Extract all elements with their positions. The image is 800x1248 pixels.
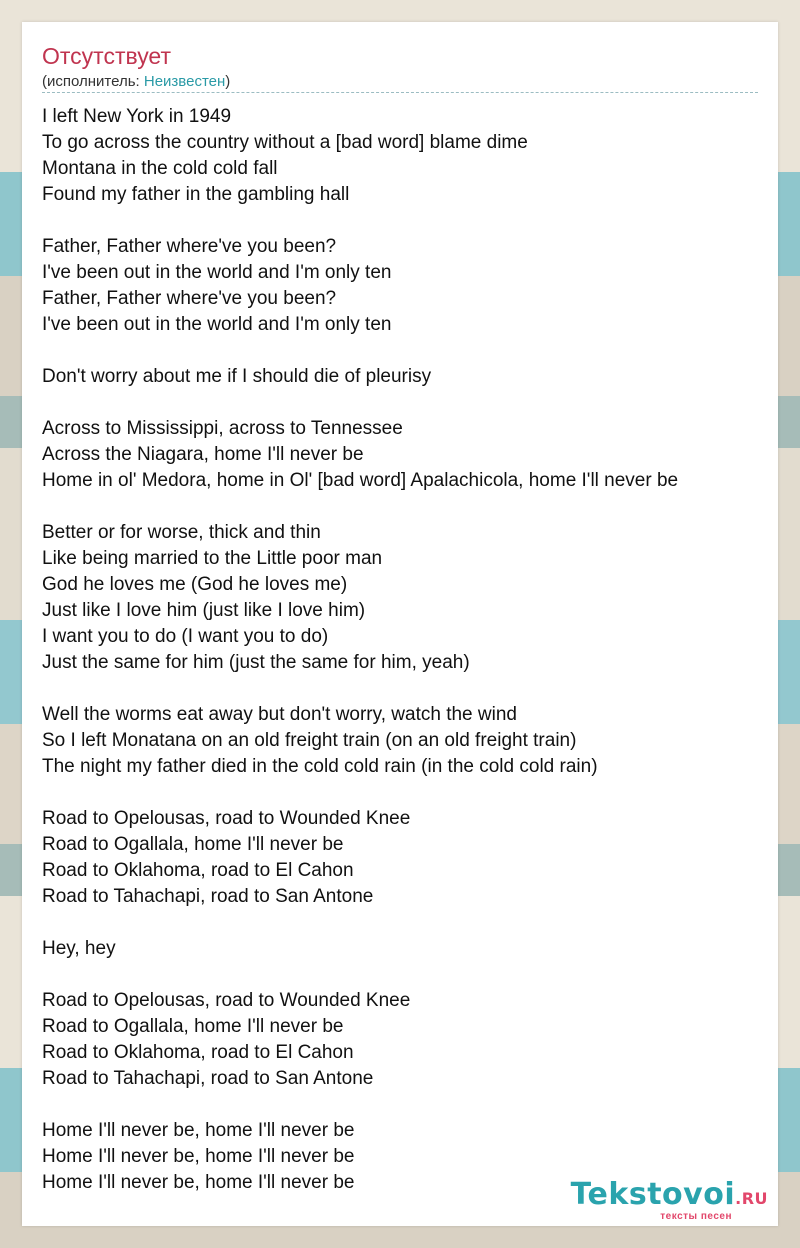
lyric-line: I left New York in 1949 [42,106,232,127]
lyric-line: So I left Monatana on an old freight train (on an old freight train) [42,730,577,751]
lyric-line: Father, Father where've you been? [42,288,337,309]
lyric-line: The night my father died in the cold cold rain (in the cold cold rain) [42,756,598,777]
lyric-line: Road to Oklahoma, road to El Cahon [42,860,354,881]
logo-main-text: Tekstovoi [570,1177,736,1212]
lyric-line: Road to Ogallala, home I'll never be [42,834,344,855]
lyric-line: Father, Father where've you been? [42,236,337,257]
lyric-line: Home I'll never be, home I'll never be [42,1120,355,1141]
lyric-line [42,676,758,702]
lyric-line [42,962,758,988]
site-logo[interactable] [571,1179,768,1222]
lyric-line: Road to Opelousas, road to Wounded Knee [42,990,411,1011]
lyric-line: Like being married to the Little poor man [42,548,383,569]
lyric-line: Road to Opelousas, road to Wounded Knee [42,808,411,829]
lyric-line: I've been out in the world and I'm only ten [42,314,392,335]
logo-tld: .RU [735,1189,768,1208]
lyric-line: Better or for worse, thick and thin [42,522,321,543]
lyric-line: Well the worms eat away but don't worry, watch the wind [42,704,517,725]
lyrics-body [42,104,758,1196]
lyric-line: Just like I love him (just like I love him) [42,600,366,621]
lyric-line [42,208,758,234]
logo-wordmark [571,1179,768,1215]
title-divider [42,92,758,93]
artist-prefix: (исполнитель: [42,73,144,90]
lyric-line [42,910,758,936]
lyric-line: Found my father in the gambling hall [42,184,350,205]
lyric-line: Home I'll never be, home I'll never be [42,1172,355,1193]
lyric-line [42,338,758,364]
logo-tagline: тексты песен [660,1211,732,1222]
lyrics-card [22,22,778,1226]
lyric-line [42,780,758,806]
lyric-line: Road to Tahachapi, road to San Antone [42,1068,374,1089]
lyric-line [42,1092,758,1118]
lyric-line: Across to Mississippi, across to Tennessee [42,418,403,439]
lyric-line: Road to Tahachapi, road to San Antone [42,886,374,907]
lyric-line: Montana in the cold cold fall [42,158,278,179]
lyric-line: To go across the country without a [bad word] blame dime [42,132,528,153]
artist-suffix: ) [225,73,231,90]
lyric-line: I want you to do (I want you to do) [42,626,329,647]
lyric-line: Road to Oklahoma, road to El Cahon [42,1042,354,1063]
lyric-line [42,390,758,416]
lyric-line: Home in ol' Medora, home in Ol' [bad word] Apalachicola, home I'll never be [42,470,679,491]
lyric-line: Road to Ogallala, home I'll never be [42,1016,344,1037]
artist-line [42,72,230,92]
artist-link[interactable]: Неизвестен [143,73,226,90]
song-title: Отсутствует [42,43,171,69]
lyric-line: Across the Niagara, home I'll never be [42,444,364,465]
lyric-line: Home I'll never be, home I'll never be [42,1146,355,1167]
lyric-line [42,494,758,520]
lyric-line: Just the same for him (just the same for him, yeah) [42,652,470,673]
lyric-line: God he loves me (God he loves me) [42,574,348,595]
lyric-line: Hey, hey [42,938,116,959]
lyric-line: I've been out in the world and I'm only ten [42,262,392,283]
lyric-line: Don't worry about me if I should die of pleurisy [42,366,432,387]
